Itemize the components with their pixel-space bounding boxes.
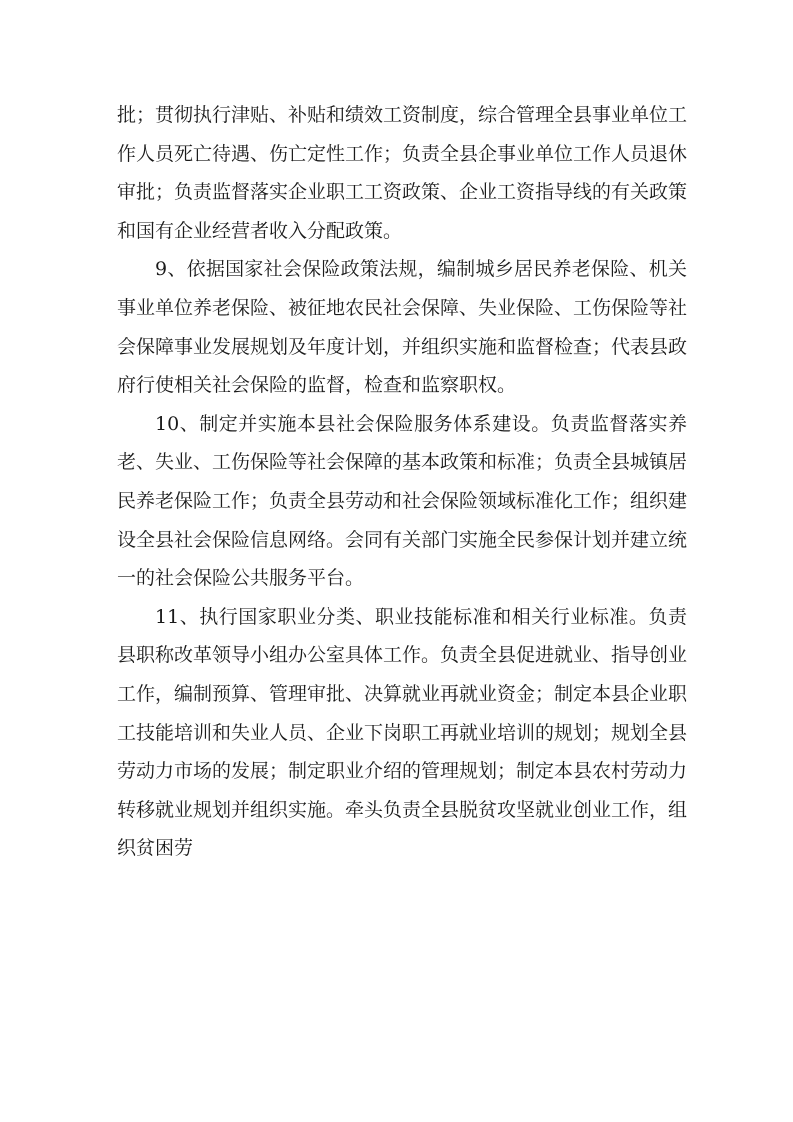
paragraph-item-9: 9、依据国家社会保险政策法规，编制城乡居民养老保险、机关事业单位养老保险、被征地农民社会保障、失业保险、工伤保险等社会保障事业发展规划及年度计划，并组织实施和监督检查；代表县政府行使相关社会保险的监督，检查和监察职权。 <box>117 258 688 397</box>
paragraph-continuation: 批；贯彻执行津贴、补贴和绩效工资制度，综合管理全县事业单位工作人员死亡待遇、伤亡定性工作；负责全县企事业单位工作人员退休审批；负责监督落实企业职工工资政策、企业工资指导线的有关政策和国有企业经营者收入分配政策。 <box>117 104 688 242</box>
document-body <box>117 96 687 868</box>
paragraph-item-11: 11、执行国家职业分类、职业技能标准和相关行业标准。负责县职称改革领导小组办公室具体工作。负责全县促进就业、指导创业工作，编制预算、管理审批、决算就业再就业资金；制定本县企业职工技能培训和失业人员、企业下岗职工再就业培训的规划；规划全县劳动力市场的发展；制定职业介绍的管理规划；制定本县农村劳动力转移就业规划并组织实施。牵头负责全县脱贫攻坚就业创业工作，组织贫困劳 <box>117 605 688 860</box>
paragraph-item-10: 10、制定并实施本县社会保险服务体系建设。负责监督落实养老、失业、工伤保险等社会保障的基本政策和标准；负责全县城镇居民养老保险工作；负责全县劳动和社会保险领域标准化工作；组织建设全县社会保险信息网络。会同有关部门实施全民参保计划并建立统一的社会保险公共服务平台。 <box>117 412 688 590</box>
